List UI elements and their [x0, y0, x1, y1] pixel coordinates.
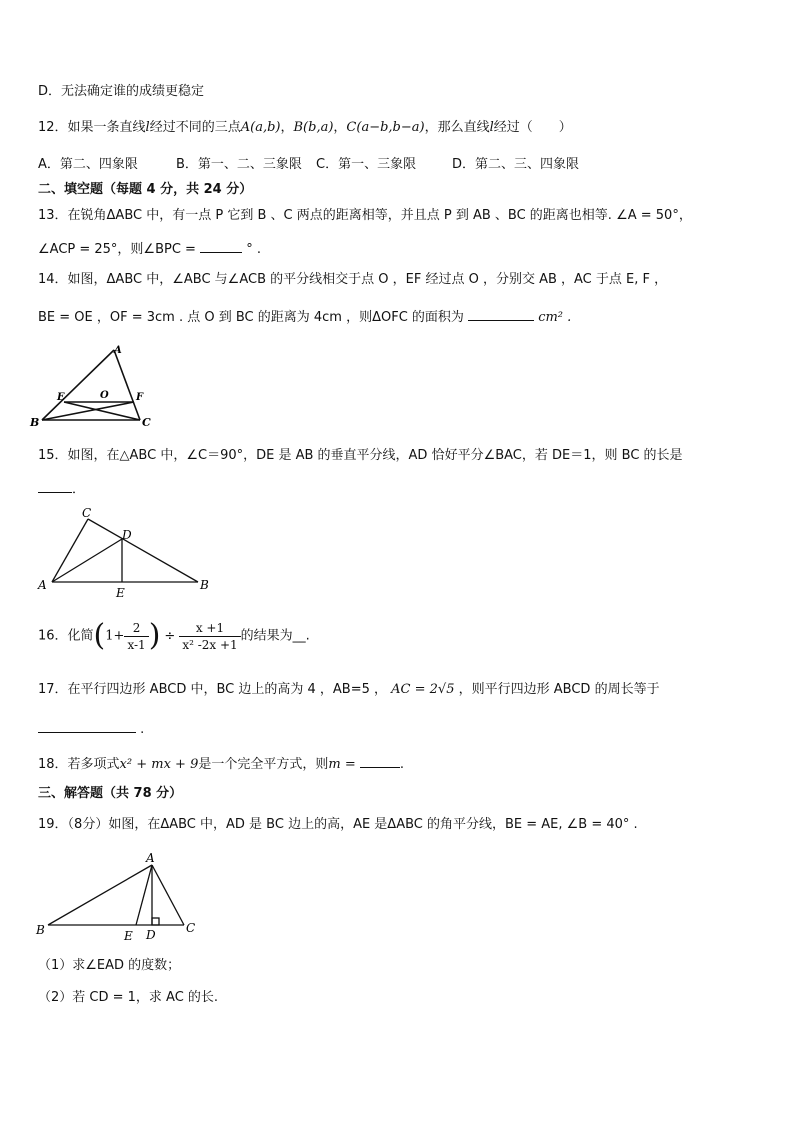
q15-line2-text: ．	[72, 482, 86, 497]
q18-b: 是一个完全平方式，则	[198, 757, 329, 772]
q17-answer-blank	[38, 718, 136, 733]
q12-option-d: D．第二、三、四象限	[452, 157, 580, 172]
q18-answer-blank	[360, 753, 400, 768]
section-3-heading: 三、解答题（共 78 分）	[38, 786, 183, 801]
q16-prefix: 16．化简	[38, 628, 94, 644]
q14-line2-a: BE = OE ，OF = 3cm . 点 O 到 BC 的距离为 4cm ，则ΔOFC 的面积为	[38, 310, 464, 325]
q12-l2: l	[489, 120, 494, 135]
fig19-label-b: B	[36, 923, 45, 937]
q17-line2	[38, 718, 144, 740]
figure-q19	[32, 850, 207, 945]
q16-fraction-2	[179, 620, 240, 653]
q16-f2-den: x² -2x +1	[182, 637, 238, 652]
q14-line1: 14．如图，ΔABC 中，∠ABC 与∠ACB 的平分线相交于点 O ，EF 经过点 O ，分别交 AB ，AC 于点 E, F ，	[38, 272, 668, 287]
q12-stem	[38, 118, 572, 138]
figure-q15	[30, 503, 220, 603]
q15-line1: 15．如图，在△ABC 中，∠C＝90°，DE 是 AB 的垂直平分线，AD 恰好平分∠BAC，若 DE＝1，则 BC 的长是	[38, 448, 683, 463]
q16-f2-num: x +1	[179, 620, 240, 637]
fig14-label-c: C	[142, 416, 151, 429]
q16-right-paren: )	[148, 618, 161, 653]
q17-line1-b: ，则平行四边形 ABCD 的周长等于	[458, 682, 660, 697]
q16-div: ÷	[164, 628, 176, 644]
q18-line	[38, 753, 404, 775]
q16-suffix: 的结果为__.	[240, 628, 310, 644]
q12-option-a: A．第二、四象限	[38, 157, 138, 172]
fig15-label-c: C	[82, 506, 92, 520]
q12-options	[38, 155, 579, 175]
q19-stem: 19．（8分）如图，在ΔABC 中，AD 是 BC 边上的高，AE 是ΔABC 的角平分线，BE = AE, ∠B = 40° .	[38, 817, 638, 832]
q13-line2-b: ° .	[246, 242, 261, 257]
fig14-label-o: O	[100, 390, 109, 401]
q16-f1-num: 2	[124, 620, 148, 637]
q18-c: .	[399, 757, 404, 772]
q14-line2	[38, 306, 571, 328]
q16-line	[38, 614, 310, 658]
q12-point-a: A(a,b)	[240, 120, 281, 135]
fig14-label-a: A	[114, 345, 122, 356]
fig15-label-a: A	[38, 578, 47, 592]
q13-line2	[38, 238, 261, 260]
q15-answer-blank	[38, 478, 72, 493]
q12-sep2: ，	[333, 120, 347, 135]
q14-line2-b: cm² .	[538, 310, 572, 325]
q16-left-paren: (	[93, 618, 106, 653]
q12-point-c: C(a−b,b−a)	[346, 120, 425, 135]
fig19-label-c: C	[186, 921, 196, 935]
fig14-label-b: B	[30, 416, 40, 429]
q15-line2	[38, 478, 85, 500]
section-2-heading: 二、填空题（每题 4 分，共 24 分）	[38, 182, 253, 197]
q19-part-2: （2）若 CD = 1，求 AC 的长.	[38, 990, 219, 1005]
q13-line2-a: ∠ACP = 25°，则∠BPC =	[38, 242, 196, 257]
q11-option-d: D．无法确定谁的成绩更稳定	[38, 84, 205, 99]
q18-poly: x² + mx + 9	[119, 757, 199, 772]
q17-ac: AC = 2√5	[391, 682, 455, 697]
q17-line1	[38, 680, 660, 700]
fig14-label-e: E	[57, 392, 65, 403]
q16-f1-den: x-1	[127, 637, 146, 652]
q14-answer-blank	[468, 306, 534, 321]
q19-part-1: （1）求∠EAD 的度数；	[38, 958, 181, 973]
figure-q14	[30, 340, 160, 430]
q17-line1-a: 17．在平行四边形 ABCD 中，BC 边上的高为 4 ，AB=5 ，	[38, 682, 388, 697]
fig19-label-a: A	[146, 851, 155, 865]
fig14-label-f: F	[136, 392, 144, 403]
q12-text-c: ，那么直线	[424, 120, 490, 135]
q12-text-d: 经过（ ）	[493, 120, 572, 135]
q12-point-b: B(b,a)	[293, 120, 334, 135]
q12-text-a: 12．如果一条直线	[38, 120, 146, 135]
q12-option-c: C．第一、三象限	[316, 157, 417, 172]
fig19-label-d: D	[146, 928, 156, 942]
q12-l: l	[145, 120, 150, 135]
q18-a: 18．若多项式	[38, 757, 120, 772]
q13-line1: 13．在锐角ΔABC 中，有一点 P 它到 B 、C 两点的距离相等，并且点 P 到 AB 、BC 的距离也相等. ∠A = 50°，	[38, 208, 692, 223]
q18-m: m =	[328, 757, 356, 772]
fig15-label-d: D	[122, 528, 132, 542]
fig19-label-e: E	[124, 929, 133, 943]
fig15-label-b: B	[200, 578, 209, 592]
q16-one-plus: 1+	[105, 628, 125, 644]
q12-text-b: 经过不同的三点	[149, 120, 241, 135]
q12-option-b: B．第一、二、三象限	[176, 157, 302, 172]
q16-fraction-1	[124, 620, 148, 653]
fig15-label-e: E	[116, 586, 125, 600]
q17-line2-text: .	[140, 722, 145, 737]
q12-sep1: ，	[280, 120, 294, 135]
q13-answer-blank	[200, 238, 242, 253]
